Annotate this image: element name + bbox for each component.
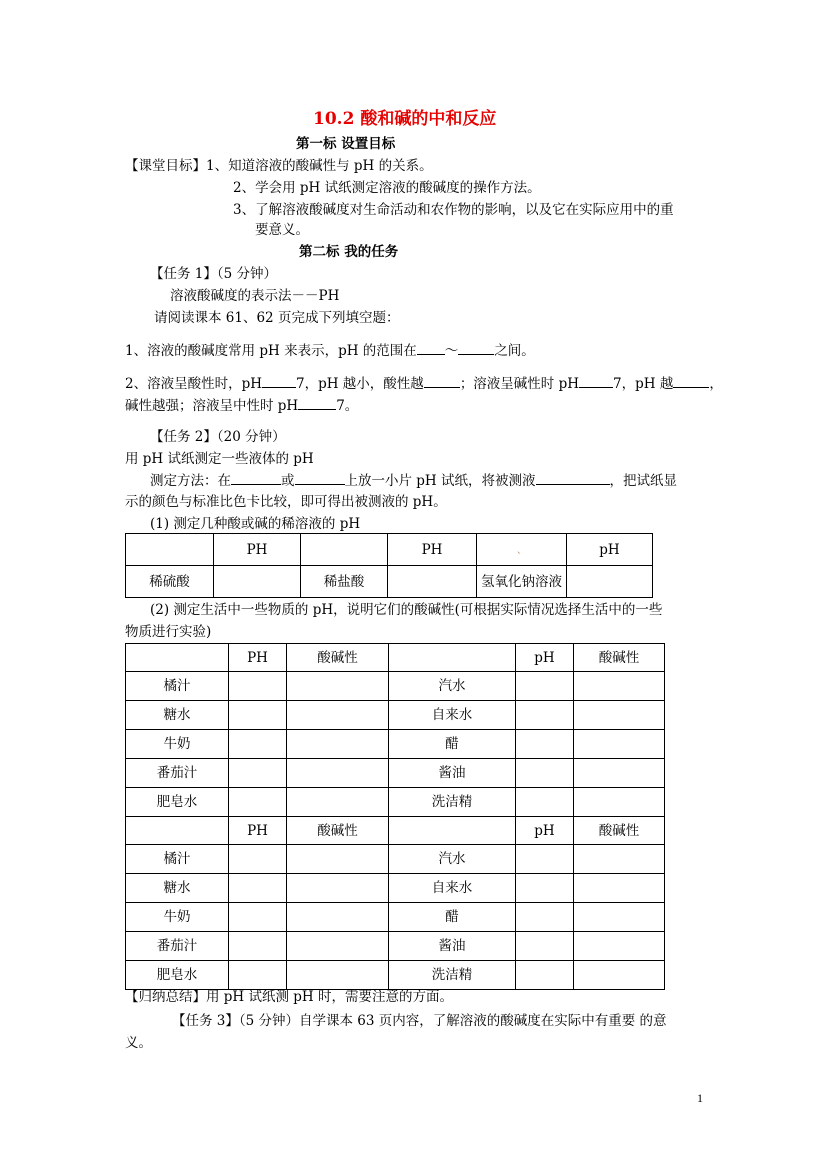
t2-header-acidity-left: 酸碱性 [287,644,389,672]
t2-acidity-input-left[interactable] [287,903,389,932]
q2-text-d: 7，pH 越 [613,376,674,392]
m1-text-b: 或 [281,473,295,489]
t2-acidity-input-left[interactable] [287,874,389,903]
t2-substance-left: 糖水 [126,701,229,730]
task1-instruction: 请阅读课本 61、62 页完成下列填空题： [154,310,400,326]
table-row [126,961,665,990]
t2-ph-input-left[interactable] [229,903,287,932]
q3-text-a: 碱性越强；溶液呈中性时 pH [125,398,299,414]
summary: 【归纳总结】用 pH 试纸测 pH 时，需要注意的方面。 [125,989,453,1005]
t1-cell-ph-input-3[interactable] [567,566,653,598]
task1-header: 【任务 1】（5 分钟） [150,266,278,282]
t2-acidity-input-right[interactable] [574,701,665,730]
t2-acidity-input-left[interactable] [287,788,389,817]
task3-line2: 义。 [125,1035,152,1051]
m1-blank-2[interactable] [295,471,345,485]
q2-text-c: ；溶液呈碱性时 pH [459,376,580,392]
section-heading-2: 第二标 我的任务 [299,244,399,260]
t1-header-ph-3: pH [567,534,653,566]
t2-header-blank-right [389,817,516,845]
t2-acidity-input-left[interactable] [287,845,389,874]
page-number: 1 [697,1091,703,1105]
t2-substance-right: 自来水 [389,874,516,903]
m1-text-c: 上放一小片 pH 试纸，将被测液 [344,473,536,489]
t1-header-blank-2 [301,534,388,566]
t2-header-acidity-right: 酸碱性 [574,644,665,672]
t2-substance-left: 番茄汁 [126,932,229,961]
t2-substance-right: 自来水 [389,701,516,730]
t2-substance-right: 洗洁精 [389,788,516,817]
t2-ph-input-left[interactable] [229,730,287,759]
m1-text-a: 测定方法：在 [150,473,231,489]
t2-substance-right: 醋 [389,903,516,932]
t2-acidity-input-right[interactable] [574,961,665,990]
q1-text-a: 1、溶液的酸碱度常用 pH 来表示，pH 的范围在 [125,343,417,359]
table-row [126,932,665,961]
t2-header-acidity-right: 酸碱性 [574,817,665,845]
table-row [126,759,665,788]
task2-method-line1 [150,471,677,490]
m1-blank-1[interactable] [231,471,281,485]
t2-substance-right: 汽水 [389,672,516,701]
t2-substance-left: 肥皂水 [126,961,229,990]
t2-header-blank-left [126,644,229,672]
t2-substance-right: 酱油 [389,759,516,788]
t2-substance-right: 醋 [389,730,516,759]
t2-ph-input-right[interactable] [516,932,574,961]
task1-q1 [125,341,535,360]
goal-3b: 要意义。 [255,222,309,238]
q2-blank-4[interactable] [673,374,709,388]
m1-blank-3[interactable] [536,471,610,485]
goal-2: 2、学会用 pH 试纸测定溶液的酸碱度的操作方法。 [233,180,541,196]
t2-ph-input-right[interactable] [516,730,574,759]
section-heading-1: 第一标 设置目标 [296,136,396,152]
t2-substance-right: 汽水 [389,845,516,874]
t2-acidity-input-right[interactable] [574,730,665,759]
t2-ph-input-left[interactable] [229,932,287,961]
q2-blank-2[interactable] [424,374,460,388]
t1-row-dilute-hydrochloric-acid: 稀盐酸 [301,566,388,598]
table-row [126,903,665,932]
goal-1: 1、知道溶液的酸碱性与 pH 的关系。 [206,158,433,174]
t2-substance-left: 番茄汁 [126,759,229,788]
t2-ph-input-left[interactable] [229,788,287,817]
task2-part1: (1) 测定几种酸或碱的稀溶液的 pH [150,516,361,532]
t2-acidity-input-right[interactable] [574,788,665,817]
t2-header-ph-right: pH [516,817,574,845]
q2-blank-3[interactable] [579,374,613,388]
t2-header-ph-left: PH [229,817,287,845]
t1-row-sodium-hydroxide: 氢氧化钠溶液 [477,566,567,598]
t2-header-row [126,817,665,845]
t2-acidity-input-left[interactable] [287,759,389,788]
page-title: 10.2 酸和碱的中和反应 [313,109,497,129]
t2-substance-left: 牛奶 [126,903,229,932]
task1-q2 [125,374,723,393]
t2-header-acidity-left: 酸碱性 [287,817,389,845]
task2-part2-line1: (2) 测定生活中一些物质的 pH，说明它们的酸碱性(可根据实际情况选择生活中的一些 [150,602,663,618]
t2-ph-input-right[interactable] [516,845,574,874]
task1-q3 [125,396,358,415]
t2-substance-left: 肥皂水 [126,788,229,817]
t2-ph-input-left[interactable] [229,845,287,874]
t2-ph-input-right[interactable] [516,672,574,701]
acid-base-table [125,533,653,598]
q1-blank-2[interactable] [458,341,494,355]
t2-acidity-input-left[interactable] [287,961,389,990]
q2-blank-1[interactable] [262,374,296,388]
t2-ph-input-right[interactable] [516,788,574,817]
goals-label [125,157,433,175]
task2-part2-line2: 物质进行实验) [125,624,212,640]
t2-ph-input-right[interactable] [516,874,574,903]
t2-ph-input-right[interactable] [516,701,574,730]
goals-label-text: 【课堂目标】 [125,158,206,174]
q1-blank-1[interactable] [417,341,445,355]
t2-ph-input-right[interactable] [516,903,574,932]
goal-3a: 3、了解溶液酸碱度对生命活动和农作物的影响，以及它在实际应用中的重 [233,202,674,218]
t2-acidity-input-right[interactable] [574,759,665,788]
t2-substance-right: 酱油 [389,932,516,961]
t1-cell-ph-input-1[interactable] [214,566,301,598]
t1-row-dilute-sulfuric-acid: 稀硫酸 [126,566,214,598]
t2-acidity-input-right[interactable] [574,845,665,874]
t2-substance-left: 糖水 [126,874,229,903]
m1-text-d: ，把试纸显 [609,473,677,489]
table-row [126,701,665,730]
t2-acidity-input-right[interactable] [574,672,665,701]
t2-ph-input-right[interactable] [516,961,574,990]
t1-header-blank-1 [126,534,214,566]
t2-ph-input-left[interactable] [229,672,287,701]
table-row [126,730,665,759]
t1-header-ph-2: PH [388,534,477,566]
t1-header-blank-3 [477,534,567,566]
t2-header-blank-right [389,644,516,672]
q1-text-c: 之间。 [494,343,535,359]
table-row [126,845,665,874]
t2-ph-input-left[interactable] [229,961,287,990]
t2-ph-input-left[interactable] [229,874,287,903]
t2-header-blank-left [126,817,229,845]
t2-substance-left: 橘汁 [126,672,229,701]
q1-text-b: ～ [444,343,459,359]
t2-header-ph-left: PH [229,644,287,672]
t2-ph-input-left[interactable] [229,701,287,730]
q2-text-a: 2、溶液呈酸性时，pH [125,376,263,392]
t2-acidity-input-right[interactable] [574,932,665,961]
task3-line1: 【任务 3】（5 分钟）自学课本 63 页内容，了解溶液的酸碱度在实际中有重要 的意 [172,1013,667,1029]
t1-header-ph-1: PH [214,534,301,566]
t2-acidity-input-left[interactable] [287,932,389,961]
t2-acidity-input-right[interactable] [574,903,665,932]
q3-blank-1[interactable] [298,396,336,410]
table-row [126,788,665,817]
stray-mark: 、 [516,545,526,556]
task2-method-line2: 示的颜色与标准比色卡比较，即可得出被测液的 pH。 [125,494,447,510]
task2-intro: 用 pH 试纸测定一些液体的 pH [125,451,314,467]
t2-substance-left: 橘汁 [126,845,229,874]
q2-text-b: 7，pH 越小，酸性越 [296,376,424,392]
q2-text-e: ， [709,376,723,392]
t2-header-row [126,644,665,672]
table-row [126,672,665,701]
t2-acidity-input-left[interactable] [287,730,389,759]
table-row [126,874,665,903]
t2-substance-left: 牛奶 [126,730,229,759]
t2-ph-input-left[interactable] [229,759,287,788]
t2-acidity-input-left[interactable] [287,672,389,701]
t2-acidity-input-left[interactable] [287,701,389,730]
t2-ph-input-right[interactable] [516,759,574,788]
t2-acidity-input-right[interactable] [574,874,665,903]
t2-header-ph-right: pH [516,644,574,672]
task2-header: 【任务 2】（20 分钟） [150,429,286,445]
t1-cell-ph-input-2[interactable] [388,566,477,598]
q3-text-b: 7。 [336,398,359,414]
daily-substances-table [125,643,665,990]
t2-substance-right: 洗洁精 [389,961,516,990]
task1-subtitle: 溶液酸碱度的表示法－－PH [170,288,340,304]
